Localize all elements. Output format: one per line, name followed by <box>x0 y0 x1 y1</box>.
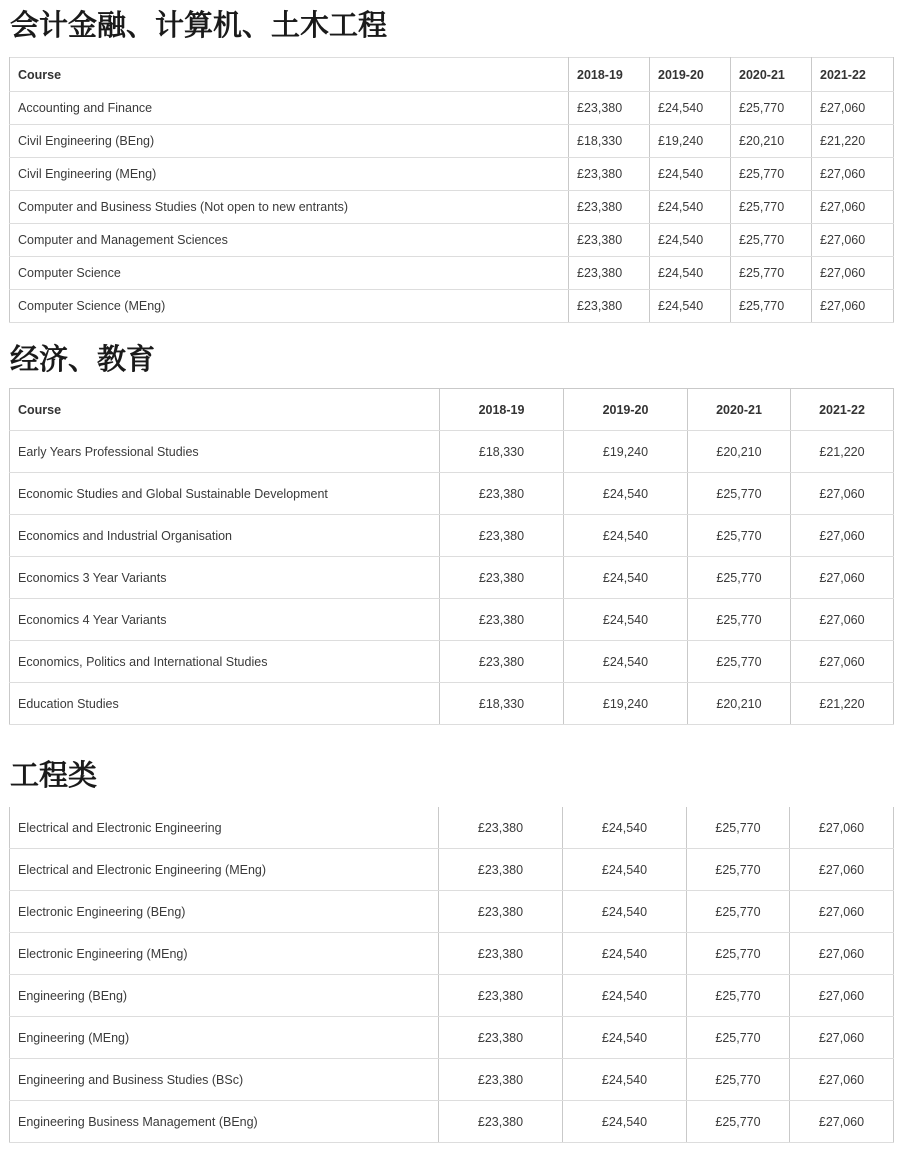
course-name-cell: Economic Studies and Global Sustainable Development <box>10 473 440 515</box>
fee-2019-20-cell: £24,540 <box>564 557 688 599</box>
fee-2020-21-cell: £25,770 <box>688 473 791 515</box>
fee-2019-20-cell: £24,540 <box>563 849 687 891</box>
fee-table-engineering <box>9 807 894 1143</box>
fee-2018-19-cell: £18,330 <box>569 125 650 158</box>
fee-2020-21-cell: £20,210 <box>688 683 791 725</box>
fee-2019-20-cell: £24,540 <box>650 257 731 290</box>
fee-2021-22-cell: £27,060 <box>812 257 894 290</box>
fee-table-economics-education <box>9 388 894 725</box>
fee-2018-19-cell: £23,380 <box>440 557 564 599</box>
fee-2019-20-cell: £24,540 <box>563 975 687 1017</box>
fee-2021-22-cell: £27,060 <box>812 290 894 323</box>
fee-2018-19-cell: £23,380 <box>569 224 650 257</box>
course-name-cell: Electrical and Electronic Engineering (MEng) <box>10 849 439 891</box>
course-name-cell: Economics 3 Year Variants <box>10 557 440 599</box>
column-header-fee-2018-19: 2018-19 <box>440 389 564 431</box>
column-header-fee-2019-20: 2019-20 <box>564 389 688 431</box>
table-row <box>10 683 894 725</box>
fee-2018-19-cell: £23,380 <box>440 599 564 641</box>
table-row <box>10 849 894 891</box>
table-row <box>10 515 894 557</box>
fee-2019-20-cell: £24,540 <box>564 515 688 557</box>
fee-2019-20-cell: £24,540 <box>563 933 687 975</box>
column-header-course: Course <box>10 389 440 431</box>
fee-2019-20-cell: £24,540 <box>564 473 688 515</box>
table-row <box>10 933 894 975</box>
fee-2021-22-cell: £27,060 <box>790 975 894 1017</box>
course-name-cell: Computer Science <box>10 257 569 290</box>
fee-2021-22-cell: £27,060 <box>790 933 894 975</box>
fee-2019-20-cell: £24,540 <box>563 1017 687 1059</box>
fee-2018-19-cell: £23,380 <box>569 257 650 290</box>
fee-2021-22-cell: £27,060 <box>812 92 894 125</box>
table-header-row <box>10 389 894 431</box>
fee-2019-20-cell: £19,240 <box>650 125 731 158</box>
fee-2018-19-cell: £23,380 <box>439 807 563 849</box>
fee-2019-20-cell: £24,540 <box>650 290 731 323</box>
section-title-accounting-computing-civil: 会计金融、计算机、土木工程 <box>10 8 388 42</box>
table-row <box>10 473 894 515</box>
course-name-cell: Engineering (MEng) <box>10 1017 439 1059</box>
course-name-cell: Electronic Engineering (MEng) <box>10 933 439 975</box>
section-title-economics-education: 经济、教育 <box>10 342 156 376</box>
course-name-cell: Computer and Management Sciences <box>10 224 569 257</box>
fee-2020-21-cell: £25,770 <box>731 257 812 290</box>
fee-2020-21-cell: £20,210 <box>731 125 812 158</box>
fee-2020-21-cell: £25,770 <box>688 599 791 641</box>
fee-2019-20-cell: £24,540 <box>563 891 687 933</box>
column-header-fee-2019-20: 2019-20 <box>650 58 731 92</box>
table-row <box>10 158 894 191</box>
table-row <box>10 1101 894 1143</box>
fee-2020-21-cell: £25,770 <box>687 1059 790 1101</box>
fee-2019-20-cell: £24,540 <box>650 224 731 257</box>
fee-2019-20-cell: £19,240 <box>564 431 688 473</box>
course-name-cell: Electronic Engineering (BEng) <box>10 891 439 933</box>
fee-2018-19-cell: £23,380 <box>440 641 564 683</box>
fee-2019-20-cell: £24,540 <box>563 1101 687 1143</box>
course-name-cell: Economics 4 Year Variants <box>10 599 440 641</box>
column-header-fee-2021-22: 2021-22 <box>812 58 894 92</box>
fee-2021-22-cell: £21,220 <box>791 431 894 473</box>
table-row <box>10 975 894 1017</box>
fee-2020-21-cell: £25,770 <box>687 1017 790 1059</box>
fee-2021-22-cell: £27,060 <box>791 557 894 599</box>
course-name-cell: Education Studies <box>10 683 440 725</box>
fee-2019-20-cell: £24,540 <box>564 641 688 683</box>
column-header-course: Course <box>10 58 569 92</box>
course-name-cell: Electrical and Electronic Engineering <box>10 807 439 849</box>
fee-2021-22-cell: £27,060 <box>791 641 894 683</box>
fee-2021-22-cell: £27,060 <box>791 473 894 515</box>
course-name-cell: Economics, Politics and International Studies <box>10 641 440 683</box>
fee-2020-21-cell: £25,770 <box>688 641 791 683</box>
table-row <box>10 891 894 933</box>
fee-2020-21-cell: £25,770 <box>731 92 812 125</box>
fee-2019-20-cell: £24,540 <box>650 191 731 224</box>
course-name-cell: Accounting and Finance <box>10 92 569 125</box>
fee-2018-19-cell: £23,380 <box>440 473 564 515</box>
fee-2019-20-cell: £24,540 <box>650 92 731 125</box>
fee-2020-21-cell: £25,770 <box>687 933 790 975</box>
fee-2020-21-cell: £25,770 <box>687 807 790 849</box>
fee-2020-21-cell: £25,770 <box>688 557 791 599</box>
fee-2018-19-cell: £18,330 <box>440 683 564 725</box>
table-row <box>10 431 894 473</box>
table-row <box>10 1059 894 1101</box>
course-name-cell: Civil Engineering (BEng) <box>10 125 569 158</box>
column-header-fee-2021-22: 2021-22 <box>791 389 894 431</box>
course-name-cell: Computer Science (MEng) <box>10 290 569 323</box>
fee-2018-19-cell: £23,380 <box>439 891 563 933</box>
fee-2018-19-cell: £23,380 <box>439 1017 563 1059</box>
column-header-fee-2020-21: 2020-21 <box>688 389 791 431</box>
table-header-row <box>10 58 894 92</box>
fee-2021-22-cell: £27,060 <box>790 1101 894 1143</box>
fee-2020-21-cell: £25,770 <box>688 515 791 557</box>
fee-2020-21-cell: £25,770 <box>731 158 812 191</box>
fee-2019-20-cell: £24,540 <box>563 1059 687 1101</box>
fee-2018-19-cell: £23,380 <box>569 158 650 191</box>
fee-2021-22-cell: £27,060 <box>790 849 894 891</box>
table-row <box>10 641 894 683</box>
fee-2018-19-cell: £23,380 <box>439 1101 563 1143</box>
table-row <box>10 191 894 224</box>
fee-2019-20-cell: £19,240 <box>564 683 688 725</box>
table-row <box>10 599 894 641</box>
table-row <box>10 224 894 257</box>
course-name-cell: Economics and Industrial Organisation <box>10 515 440 557</box>
fee-2020-21-cell: £25,770 <box>687 1101 790 1143</box>
table-row <box>10 92 894 125</box>
fee-2021-22-cell: £27,060 <box>812 191 894 224</box>
course-name-cell: Engineering Business Management (BEng) <box>10 1101 439 1143</box>
table-row <box>10 290 894 323</box>
fee-2018-19-cell: £23,380 <box>569 290 650 323</box>
course-name-cell: Engineering (BEng) <box>10 975 439 1017</box>
section-title-engineering: 工程类 <box>10 758 98 792</box>
course-name-cell: Computer and Business Studies (Not open to new entrants) <box>10 191 569 224</box>
table-row <box>10 557 894 599</box>
fee-2018-19-cell: £23,380 <box>569 92 650 125</box>
fee-2021-22-cell: £27,060 <box>790 807 894 849</box>
fee-2021-22-cell: £27,060 <box>790 891 894 933</box>
fee-2018-19-cell: £23,380 <box>439 933 563 975</box>
fee-2019-20-cell: £24,540 <box>563 807 687 849</box>
fee-2020-21-cell: £25,770 <box>731 224 812 257</box>
fee-2021-22-cell: £27,060 <box>812 158 894 191</box>
fee-2021-22-cell: £27,060 <box>812 224 894 257</box>
fee-2021-22-cell: £21,220 <box>812 125 894 158</box>
course-name-cell: Early Years Professional Studies <box>10 431 440 473</box>
table-row <box>10 125 894 158</box>
fee-2021-22-cell: £27,060 <box>790 1017 894 1059</box>
fee-table-accounting-computing-civil <box>9 57 894 323</box>
fee-2020-21-cell: £25,770 <box>687 849 790 891</box>
course-name-cell: Civil Engineering (MEng) <box>10 158 569 191</box>
column-header-fee-2020-21: 2020-21 <box>731 58 812 92</box>
fee-2018-19-cell: £23,380 <box>569 191 650 224</box>
fee-2021-22-cell: £27,060 <box>791 515 894 557</box>
fee-2018-19-cell: £23,380 <box>439 975 563 1017</box>
table-row <box>10 1017 894 1059</box>
fee-2018-19-cell: £23,380 <box>439 849 563 891</box>
fee-2019-20-cell: £24,540 <box>564 599 688 641</box>
column-header-fee-2018-19: 2018-19 <box>569 58 650 92</box>
fee-2020-21-cell: £25,770 <box>687 891 790 933</box>
fee-2020-21-cell: £25,770 <box>731 290 812 323</box>
fee-2018-19-cell: £18,330 <box>440 431 564 473</box>
fee-2018-19-cell: £23,380 <box>440 515 564 557</box>
table-row <box>10 807 894 849</box>
fee-2021-22-cell: £27,060 <box>791 599 894 641</box>
fee-2021-22-cell: £27,060 <box>790 1059 894 1101</box>
fee-2020-21-cell: £25,770 <box>731 191 812 224</box>
fee-2021-22-cell: £21,220 <box>791 683 894 725</box>
fee-2019-20-cell: £24,540 <box>650 158 731 191</box>
fee-2018-19-cell: £23,380 <box>439 1059 563 1101</box>
table-row <box>10 257 894 290</box>
fee-2020-21-cell: £25,770 <box>687 975 790 1017</box>
fee-2020-21-cell: £20,210 <box>688 431 791 473</box>
course-name-cell: Engineering and Business Studies (BSc) <box>10 1059 439 1101</box>
